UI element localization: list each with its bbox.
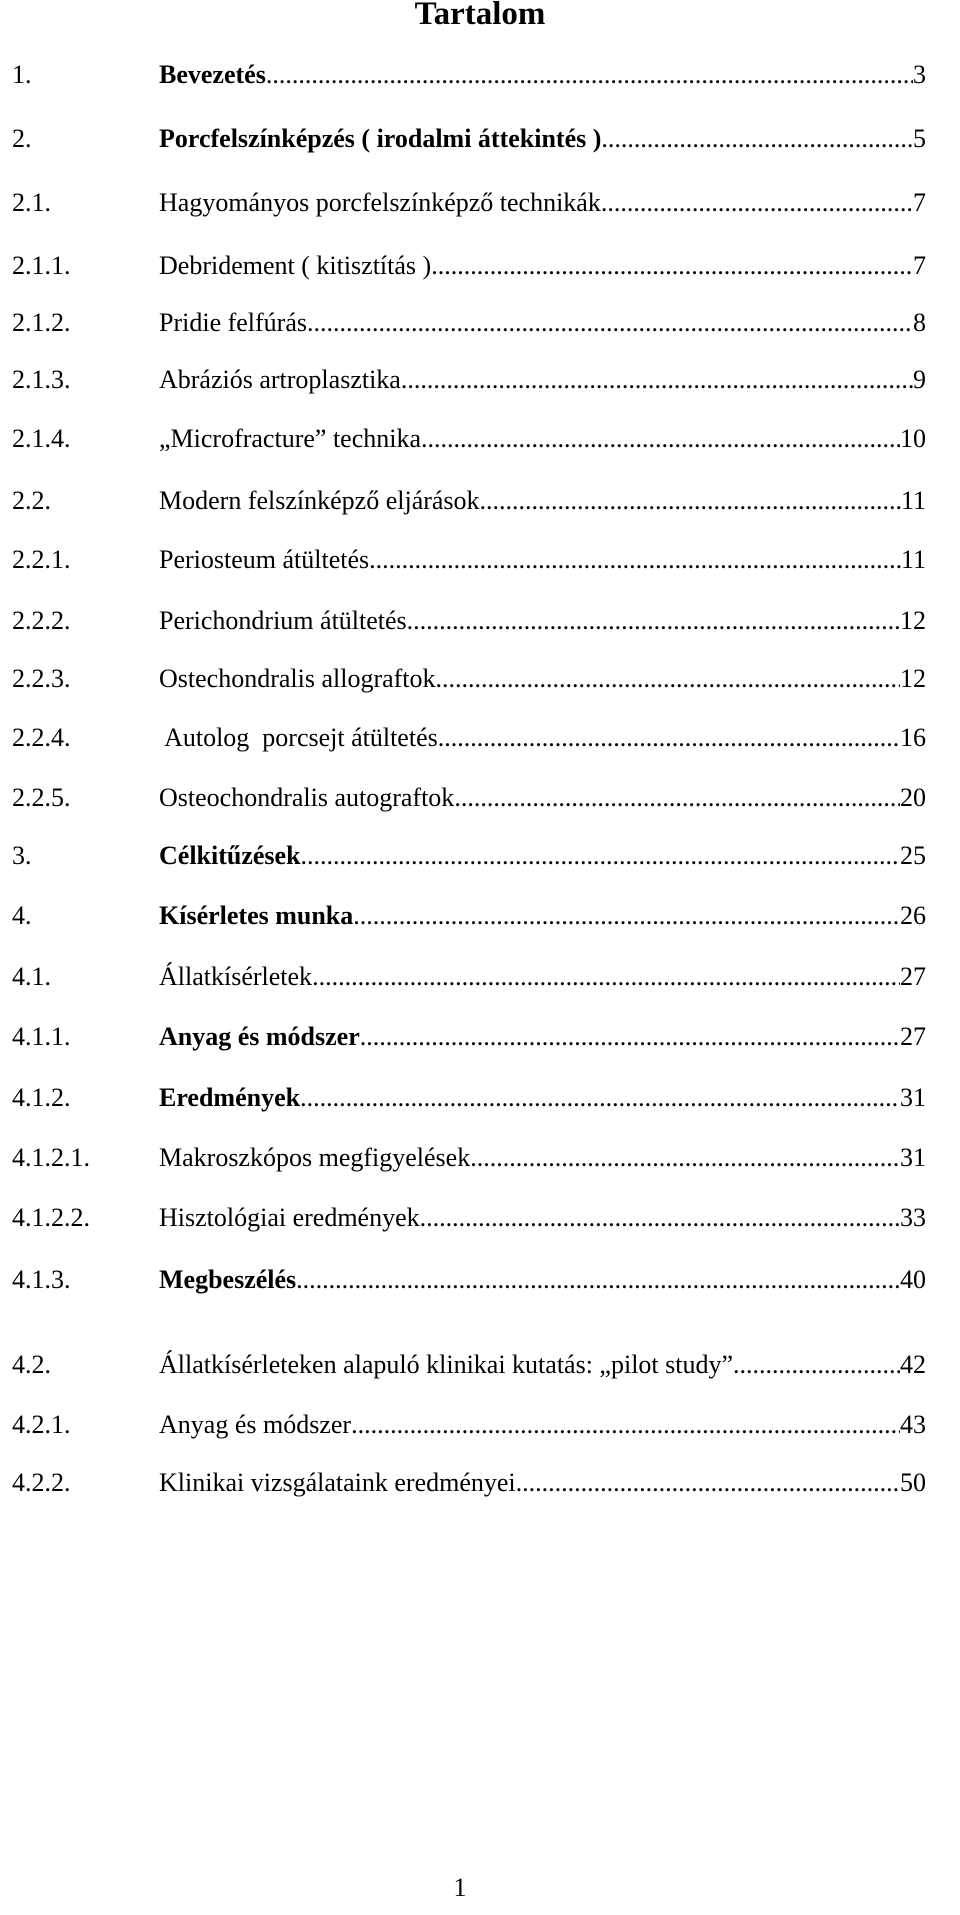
toc-entry-number: 4.2.1. (12, 1410, 71, 1439)
toc-leader-dots (601, 121, 913, 157)
toc-leader-dots (454, 780, 900, 816)
toc-entry-label: Hisztológiai eredmények (159, 1203, 420, 1232)
toc-leader-dots (480, 483, 901, 519)
toc-leader-dots (420, 1200, 900, 1236)
toc-entry[interactable] (12, 780, 926, 816)
toc-entry-label: Hagyományos porcfelszínképző technikák (159, 188, 601, 217)
toc-leader-dots (470, 1140, 900, 1176)
toc-leader-dots (300, 1080, 900, 1116)
toc-entry-number: 3. (12, 841, 32, 870)
toc-entry[interactable] (12, 542, 926, 578)
toc-entry[interactable] (12, 838, 926, 874)
toc-entry[interactable] (12, 1347, 926, 1383)
toc-leader-dots (369, 542, 901, 578)
toc-leader-dots (438, 720, 900, 756)
toc-entry[interactable] (12, 1465, 926, 1501)
toc-entry-label: Megbeszélés (159, 1265, 297, 1294)
toc-entry-label: Anyag és módszer (159, 1410, 352, 1439)
toc-entry-page: 7 (913, 188, 926, 217)
toc-entry-page: 31 (900, 1143, 926, 1172)
toc-entry-label: Porcfelszínképzés ( irodalmi áttekintés ) (159, 124, 602, 153)
toc-entry-page: 10 (900, 424, 926, 453)
toc-entry[interactable] (12, 121, 926, 157)
toc-entry-number: 2.2.5. (12, 783, 71, 812)
toc-entry-number: 4.1. (12, 962, 51, 991)
toc-entry-page: 26 (900, 901, 926, 930)
toc-entry-label: Ostechondralis allograftok (159, 664, 436, 693)
toc-entry-label: Állatkísérletek (159, 962, 313, 991)
toc-entry-number: 4.2.2. (12, 1468, 71, 1497)
toc-entry-number: 4.1.2. (12, 1083, 71, 1112)
toc-leader-dots (360, 1019, 900, 1055)
toc-entry-page: 25 (900, 841, 926, 870)
toc-entry[interactable] (12, 1200, 926, 1236)
toc-entry-number: 2.2.4. (12, 723, 71, 752)
toc-entry[interactable] (12, 1140, 926, 1176)
toc-entry[interactable] (12, 185, 926, 221)
toc-entry-number: 4.2. (12, 1350, 51, 1379)
toc-leader-dots (296, 1262, 900, 1298)
toc-entry[interactable] (12, 1019, 926, 1055)
toc-entry-number: 2.1.1. (12, 251, 71, 280)
toc-entry-label: Modern felszínképző eljárások (159, 486, 480, 515)
toc-entry[interactable] (12, 421, 926, 457)
toc-entry-label: Periosteum átültetés (159, 545, 370, 574)
toc-leader-dots (421, 421, 900, 457)
toc-entry-page: 27 (900, 962, 926, 991)
toc-leader-dots (266, 57, 913, 93)
toc-entry-number: 2.2.2. (12, 606, 71, 635)
toc-entry-page: 27 (900, 1022, 926, 1051)
toc-entry-label: Autolog porcsejt átültetés (159, 723, 438, 752)
toc-entry-number: 1. (12, 60, 32, 89)
toc-entry[interactable] (12, 1080, 926, 1116)
toc-entry-label: Debridement ( kitisztítás ) (159, 251, 432, 280)
toc-entry[interactable] (12, 720, 926, 756)
toc-entry[interactable] (12, 898, 926, 934)
toc-entry-label: Anyag és módszer (159, 1022, 360, 1051)
toc-entry[interactable] (12, 603, 926, 639)
toc-entry-page: 11 (900, 545, 926, 574)
toc-leader-dots (307, 305, 913, 341)
toc-leader-dots (601, 185, 913, 221)
toc-entry[interactable] (12, 57, 926, 93)
toc-entry-number: 4.1.2.1. (12, 1143, 90, 1172)
toc-entry-number: 2.1. (12, 188, 51, 217)
toc-entry-label: Klinikai vizsgálataink eredményei (159, 1468, 516, 1497)
toc-entry-page: 16 (900, 723, 926, 752)
toc-entry-number: 2.2.1. (12, 545, 71, 574)
toc-leader-dots (401, 362, 913, 398)
toc-entry-number: 4.1.3. (12, 1265, 71, 1294)
toc-entry-label: Eredmények (159, 1083, 301, 1112)
toc-leader-dots (436, 661, 900, 697)
toc-leader-dots (312, 959, 900, 995)
toc-leader-dots (516, 1465, 900, 1501)
toc-entry-page: 3 (913, 60, 926, 89)
toc-entry-number: 2. (12, 124, 32, 153)
toc-entry-page: 12 (900, 606, 926, 635)
toc-leader-dots (407, 603, 900, 639)
toc-entry-label: Kísérletes munka (159, 901, 354, 930)
toc-entry-page: 20 (900, 783, 926, 812)
page-number: 1 (453, 1873, 467, 1902)
toc-entry-label: Abráziós artroplasztika (159, 365, 401, 394)
toc-entry[interactable] (12, 483, 926, 519)
toc-entry-page: 33 (900, 1203, 926, 1232)
page-title: Tartalom (414, 0, 546, 32)
toc-entry[interactable] (12, 1407, 926, 1443)
toc-leader-dots (353, 898, 900, 934)
toc-entry-label: Állatkísérleteken alapuló klinikai kutatás: „pilot study”. (159, 1350, 740, 1379)
toc-entry-number: 4. (12, 901, 32, 930)
toc-entry[interactable] (12, 1262, 926, 1298)
toc-entry-label: Bevezetés (159, 60, 266, 89)
toc-leader-dots (431, 248, 913, 284)
toc-entry-page: 12 (900, 664, 926, 693)
toc-entry-page: 40 (900, 1265, 926, 1294)
toc-entry[interactable] (12, 661, 926, 697)
toc-entry[interactable] (12, 959, 926, 995)
toc-entry-label: Célkitűzések (159, 841, 301, 870)
toc-entry-number: 2.1.2. (12, 308, 71, 337)
toc-entry[interactable] (12, 248, 926, 284)
toc-entry-number: 2.2.3. (12, 664, 71, 693)
toc-entry[interactable] (12, 362, 926, 398)
toc-entry-label: Osteochondralis autograftok (159, 783, 455, 812)
toc-leader-dots (301, 838, 900, 874)
toc-entry-page: 50 (900, 1468, 926, 1497)
toc-entry-page: 11 (900, 486, 926, 515)
toc-entry-label: Perichondrium átültetés (159, 606, 407, 635)
toc-entry-number: 2.1.3. (12, 365, 71, 394)
toc-entry[interactable] (12, 305, 926, 341)
toc-entry-number: 4.1.1. (12, 1022, 71, 1051)
toc-entry-number: 2.2. (12, 486, 51, 515)
toc-entry-page: 8 (913, 308, 926, 337)
toc-entry-label: „Microfracture” technika (159, 424, 422, 453)
toc-entry-number: 2.1.4. (12, 424, 71, 453)
toc-entry-label: Makroszkópos megfigyelések (159, 1143, 471, 1172)
toc-entry-page: 9 (913, 365, 926, 394)
toc-entry-page: 42 (900, 1350, 926, 1379)
toc-leader-dots (351, 1407, 900, 1443)
toc-entry-page: 7 (913, 251, 926, 280)
toc-entry-number: 4.1.2.2. (12, 1203, 90, 1232)
toc-leader-dots (740, 1347, 900, 1383)
toc-entry-page: 31 (900, 1083, 926, 1112)
toc-entry-page: 43 (900, 1410, 926, 1439)
toc-entry-label: Pridie felfúrás (159, 308, 308, 337)
toc-entry-page: 5 (913, 124, 926, 153)
